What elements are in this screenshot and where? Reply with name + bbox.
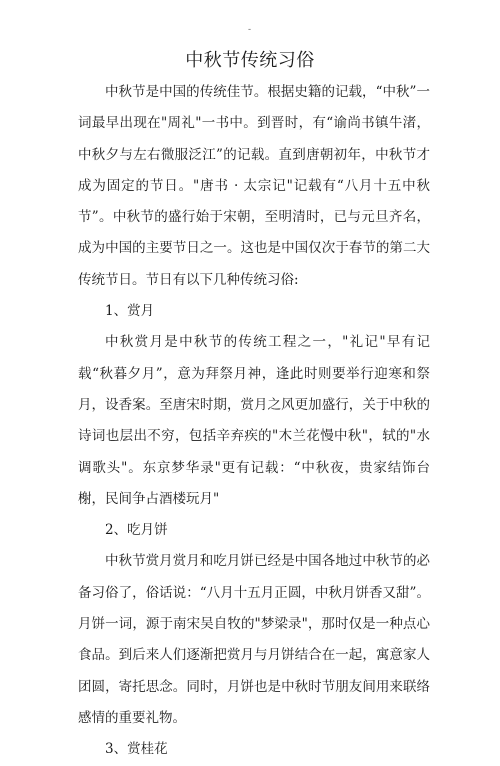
page-title: 中秋节传统习俗 [185,50,315,71]
section-paragraph-moon-viewing: 中秋赏月是中秋节的传统工程之一，"礼记"早有记载“秋暮夕月”，意为拜祭月神，逢此时则要举行迎寒和祭月，设香案。至唐宋时期，赏月之风更加盛行，关于中秋的诗词也层出不穷，包括辛弃疾的"木兰花慢中秋"，轼的"水调歌头"。东京梦华录"更有记载：“中秋夜，贵家结饰台榭，民间争占酒楼玩月" [78,334,430,507]
section-paragraph-mooncake: 中秋节赏月赏月和吃月饼已经是中国各地过中秋节的必备习俗了，俗话说：“八月十五月正圆，中秋月饼香又甜”。月饼一词，源于南宋吴自牧的"梦梁录"，那时仅是一种点心食品。到后来人们逐渐把赏月与月饼结合在一起，寓意家人团圆，寄托思念。同时，月饼也是中秋时节朋友间用来联络感情的重要礼物。 [78,553,430,726]
section-heading-osmanthus: 3、赏桂花 [105,741,168,758]
section-heading-moon-viewing: 1、赏月 [105,303,155,320]
section-heading-mooncake: 2、吃月饼 [105,522,168,539]
page-mark: - [248,25,252,35]
intro-paragraph: 中秋节是中国的传统佳节。根据史籍的记载，“中秋”一词最早出现在"周礼"一书中。到晋时，有“谕尚书镇牛渚，中秋夕与左右微服泛江”的记载。直到唐朝初年，中秋节才成为固定的节日。"唐书 · 太宗记"记载有“八月十五中秋节”。中秋节的盛行始于宋朝，至明清时，已与元旦齐名，成为中国的主要节日之一。这也是中国仅次于春节的第二大传统节日。节日有以下几种传统习俗: [78,84,430,288]
document-body [78,77,430,766]
